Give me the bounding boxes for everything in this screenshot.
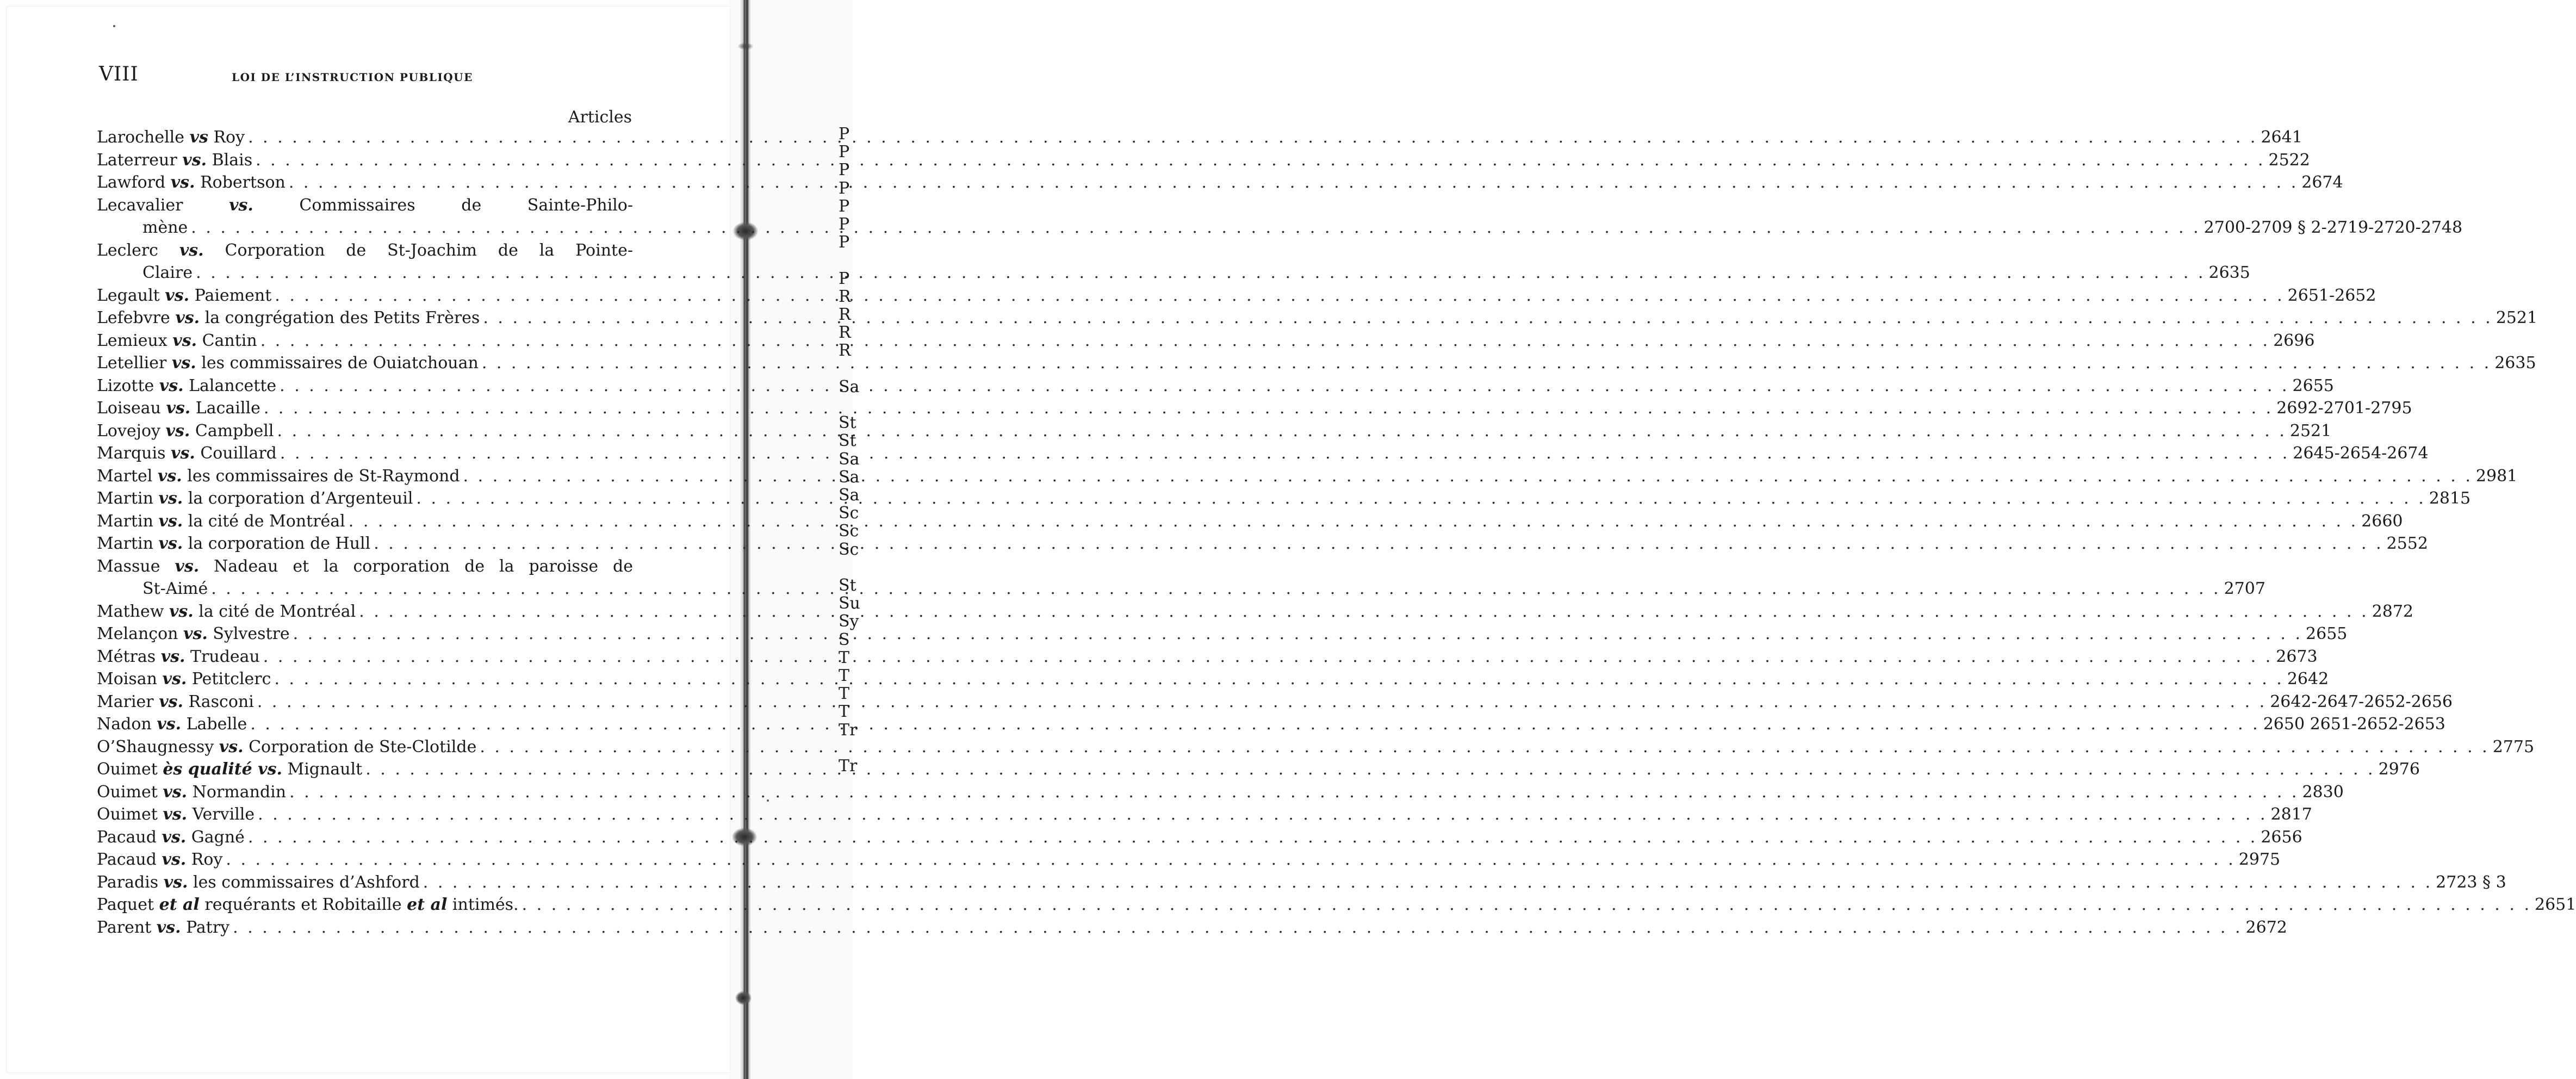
plaintiff: Martin [97,534,153,553]
index-entry [97,826,2302,849]
plaintiff: Ouimet [97,805,158,824]
versus: vs. [159,692,183,711]
article-numbers: 2775 [2492,737,2535,756]
dot-leader [257,691,2267,714]
article-numbers: 2642 [2287,669,2329,689]
index-entry [97,646,2318,668]
plaintiff: Lawford [97,173,166,192]
defendant: Commissaires de Sainte-Philo- [299,195,633,215]
facing-page-letter: T [839,666,850,685]
dot-leader [226,848,2235,871]
facing-page-letter: P [839,160,850,180]
dot-leader [522,894,2531,916]
case-name-line [97,194,633,217]
facing-page-letter: P [839,233,850,252]
versus: vs. [162,850,187,869]
facing-page-letter: P [839,196,850,216]
dot-leader [480,736,2489,759]
facing-page-letter: Sc [839,522,859,541]
index-entry [97,916,2287,939]
index-entry [97,781,2344,804]
case-name [97,397,260,420]
article-numbers: 2552 [2386,534,2428,553]
plaintiff: Ouimet [97,782,158,802]
facing-page-letter: P [839,178,850,198]
index-entry [97,736,2535,759]
plaintiff: Loiseau [97,399,161,418]
defendant: Lacaille [195,399,260,418]
case-name [97,668,271,691]
dot-leader [196,262,2205,284]
plaintiff: Larochelle [97,128,185,147]
case-name [97,330,257,352]
index-entry [97,284,2376,307]
defendant: Nadeau et la corporation de la paroisse de [214,556,633,576]
index-entry [97,871,2506,894]
defendant: Patry [186,917,230,937]
case-name [97,736,476,759]
case-name [97,758,362,781]
versus: vs. [179,240,204,260]
case-name [97,510,345,533]
versus: vs. [165,286,190,305]
facing-page-letter: Sa [839,449,860,469]
versus: vs. [163,782,188,802]
index-entry [97,239,633,262]
article-numbers: 2975 [2238,850,2281,869]
article-numbers: 2981 [2475,466,2518,486]
versus: vs. [162,827,187,847]
case-name [97,713,247,736]
article-numbers: 2656 [2261,827,2302,847]
facing-page-letter: Sa [839,377,860,396]
plaintiff: Lecavalier [97,195,183,215]
case-index [97,126,2576,939]
defendant: les commissaires d’Ashford [193,872,420,892]
defendant: Labelle [186,715,247,734]
defendant: Campbell [195,421,274,441]
index-entry-continuation [97,578,2265,600]
defendant: Roy [213,128,245,147]
case-name [97,623,290,646]
case-name [97,600,356,623]
facing-page-letter: Sa [839,467,860,487]
article-numbers: 2521 [2496,308,2538,327]
defendant: Rasconi [188,692,254,711]
case-name [97,487,413,510]
index-entry [97,171,2343,194]
facing-page-letter: R [839,287,851,306]
article-numbers: 2655 [2306,624,2348,643]
facing-page-letter: P [839,215,850,234]
facing-page-letter: T [839,702,850,722]
versus: vs. [159,376,184,395]
facing-page-letter: Sc [839,540,859,559]
dot-leader [264,397,2273,420]
index-entry [97,465,2518,488]
index-entry [97,330,2315,352]
versus: vs. [219,737,244,756]
plaintiff: Lemieux [97,331,167,350]
plaintiff: Moisan [97,669,157,689]
versus: vs. [169,601,194,621]
article-numbers: 2674 [2301,173,2343,192]
facing-page-letter: R [839,305,851,324]
versus: vs. [158,511,183,531]
facing-page-letter: T [839,684,850,704]
versus: et al [159,895,200,914]
case-name [97,532,370,555]
facing-page-letter: R [839,341,851,361]
dot-leader [463,465,2473,488]
defendant: Paiement [194,286,272,305]
defendant: Cantin [202,331,257,350]
case-name [97,126,245,149]
case-name [97,149,252,172]
facing-page-letter: P [839,142,850,162]
index-entry [97,691,2453,714]
defendant: la corporation d’Argenteuil [188,489,413,508]
versus: vs. [157,466,182,486]
dot-leader [349,510,2358,533]
case-name [97,916,229,939]
case-name [97,375,276,398]
versus: vs. [172,331,197,350]
dot-leader [289,171,2298,194]
case-name-line [97,239,633,262]
case-name [97,848,222,871]
defendant: Mignault [287,760,363,779]
defendant: requérants et Robitaille [204,895,402,914]
plaintiff: Lovejoy [97,421,160,441]
plaintiff: Marquis [97,444,166,463]
versus: vs. [166,399,191,418]
article-numbers: 2723 § 3 [2436,872,2506,892]
versus: vs. [162,669,187,689]
facing-page-letter: Tr [839,756,858,776]
versus: vs. [163,805,188,824]
dot-leader [274,668,2283,691]
plaintiff: Pacaud [97,850,157,869]
article-numbers: 2660 [2361,511,2403,531]
versus: vs. [183,624,208,643]
versus: vs. [182,150,207,170]
plaintiff: Martin [97,489,153,508]
defendant: Trudeau [190,647,260,666]
dot-leader [275,284,2284,307]
defendant: Corporation de St-Joachim de la Pointe- [225,240,633,260]
plaintiff: Letellier [97,354,167,373]
index-entry-continuation [97,262,2250,284]
defendant: la cité de Montréal [198,601,356,621]
defendant: la congrégation des Petits Frères [204,308,480,327]
defendant: Petitclerc [191,669,271,689]
running-title: LOI DE L’INSTRUCTION PUBLIQUE [232,71,473,84]
spine-stitch [735,991,752,1005]
index-entry [97,149,2310,172]
plaintiff: Pacaud [97,827,157,847]
index-entry [97,848,2281,871]
case-name [97,781,286,804]
versus: vs. [171,354,196,373]
index-entry [97,352,2536,375]
index-entry [97,623,2348,646]
dot-leader [416,487,2425,510]
plaintiff: Laterreur [97,150,177,170]
plaintiff: Métras [97,647,156,666]
versus: vs. [229,195,253,215]
article-numbers: 2651-2652 [2287,286,2376,305]
defendant: les commissaires de St-Raymond [187,466,460,486]
facing-page-letter: S [839,630,850,649]
case-name [97,284,271,307]
case-name [97,420,274,443]
dot-leader [289,781,2299,804]
plaintiff: Martel [97,466,153,486]
defendant: Robertson [200,173,285,192]
article-numbers: 2521 [2289,421,2332,441]
dot-leader [277,420,2287,443]
article-numbers: 2700-2709 § 2-2719-2720-2748 [2203,218,2463,237]
dot-leader [233,916,2242,939]
article-numbers: 2692-2701-2795 [2276,399,2412,418]
article-numbers: 2672 [2245,917,2287,937]
case-name [97,442,277,465]
plaintiff: Paquet [97,895,154,914]
versus: vs [189,128,208,147]
case-name [97,465,460,488]
plaintiff: Paradis [97,872,159,892]
dot-leader [263,646,2273,668]
case-name [97,352,479,375]
dot-leader [374,532,2383,555]
defendant: Gagné [191,827,245,847]
dot-leader [250,713,2260,736]
versus: vs. [175,308,200,327]
plaintiff: Lizotte [97,376,154,395]
defendant: Normandin [192,782,287,802]
versus: vs. [156,917,181,937]
defendant: Sylvestre [213,624,290,643]
article-numbers: 2655 [2292,376,2334,395]
facing-page-letter: Sy [839,612,859,631]
facing-page-letter: Sa [839,486,860,505]
versus: vs. [157,715,182,734]
facing-page-letter: St [839,576,856,595]
article-numbers: 2707 [2224,579,2265,598]
article-numbers: 2651 [2534,895,2576,914]
facing-page-letter: Tr [839,720,858,740]
plaintiff: Nadon [97,715,152,734]
case-name [97,171,285,194]
dot-leader [248,826,2257,849]
article-numbers: 2641 [2261,128,2302,147]
plaintiff: Leclerc [97,240,158,260]
index-entry [97,194,633,217]
index-entry [97,307,2538,330]
article-numbers: 2645-2654-2674 [2293,444,2429,463]
article-numbers: 2872 [2372,601,2413,621]
index-entry [97,894,2576,916]
dot-leader [280,442,2289,465]
facing-page-letter: St [839,413,856,433]
defendant: Corporation de Ste-Clotilde [249,737,477,756]
defendant: la corporation de Hull [188,534,371,553]
dot-leader [280,375,2289,398]
case-name [97,803,255,826]
versus: vs. [158,489,183,508]
versus: vs. [165,421,190,441]
dot-leader [423,871,2432,894]
versus: vs. [160,647,185,666]
page-folio: VIII [99,63,139,85]
case-name-line [97,555,633,578]
continuation: Claire [142,263,193,282]
continuation: mène [142,218,188,237]
dot-leader [359,600,2368,623]
case-name [97,557,633,576]
versus: vs. [163,872,188,892]
plaintiff: Marier [97,692,154,711]
column-heading: Articles [568,108,632,127]
article-numbers: 2635 [2494,354,2536,373]
dot-leader [248,126,2257,149]
article-numbers: 2817 [2270,805,2312,824]
plaintiff: Lefebvre [97,308,170,327]
index-entry [97,668,2329,691]
plaintiff: O’Shaugnessy [97,737,214,756]
plaintiff: Parent [97,917,152,937]
defendant: Couillard [200,444,277,463]
index-entry [97,803,2312,826]
article-numbers: 2830 [2302,782,2344,802]
defendant: Verville [192,805,255,824]
facing-page-letter: Sc [839,504,859,523]
case-name [97,307,480,330]
article-numbers: 2815 [2429,489,2471,508]
versus: vs. [171,444,195,463]
defendant: Lalancette [189,376,277,395]
case-name [97,871,420,894]
article-numbers: 2976 [2378,760,2420,779]
defendant: Blais [212,150,253,170]
article-numbers: 2696 [2273,331,2315,350]
dust-speck [113,25,115,27]
index-entry [97,397,2412,420]
dot-leader [260,330,2270,352]
defendant: Roy [191,850,223,869]
facing-page-letter: P [839,125,850,144]
plaintiff: Melançon [97,624,178,643]
plaintiff: Martin [97,511,153,531]
facing-page-letter: St [839,431,856,451]
versus: ès qualité vs. [163,760,282,779]
dot-leader [258,803,2267,826]
continuation: St-Aimé [142,579,208,598]
dot-leader [191,216,2200,239]
facing-page-letter: R [839,323,851,343]
versus: et al [407,895,448,914]
versus: vs. [175,556,200,576]
dot-leader [211,578,2220,600]
plaintiff: Ouimet [97,760,158,779]
article-numbers: 2522 [2268,150,2310,170]
case-name [97,196,633,215]
case-name [97,241,633,260]
plaintiff: Massue [97,556,160,576]
index-entry [97,555,633,578]
case-name [97,691,254,714]
plaintiff: Legault [97,286,160,305]
article-numbers: 2673 [2276,647,2318,666]
defendant: la cité de Montréal [188,511,345,531]
dot-leader [256,149,2265,172]
article-numbers: 2650 2651-2652-2653 [2263,715,2445,734]
spine-stitch-top [737,42,754,50]
versus: vs. [158,534,183,553]
dot-leader [293,623,2302,649]
index-entry [97,126,2302,149]
page-header [99,63,637,89]
dot-leader [365,758,2375,781]
facing-page-letter: Su [839,594,860,613]
case-name [97,646,260,668]
versus: vs. [170,173,195,192]
facing-page-letter: P [839,269,850,288]
article-numbers: 2642-2647-2652-2656 [2270,692,2453,711]
case-name [97,826,245,849]
dot-leader [483,307,2492,330]
dot-leader [482,352,2491,375]
defendant: intimés. [452,895,519,914]
article-numbers: 2635 [2208,263,2250,282]
defendant: les commissaires de Ouiatchouan [201,354,479,373]
facing-page-letters [836,125,860,975]
facing-page-letter: T [839,648,850,667]
plaintiff: Mathew [97,601,164,621]
index-entry-continuation [97,216,2463,239]
case-name [97,894,519,916]
